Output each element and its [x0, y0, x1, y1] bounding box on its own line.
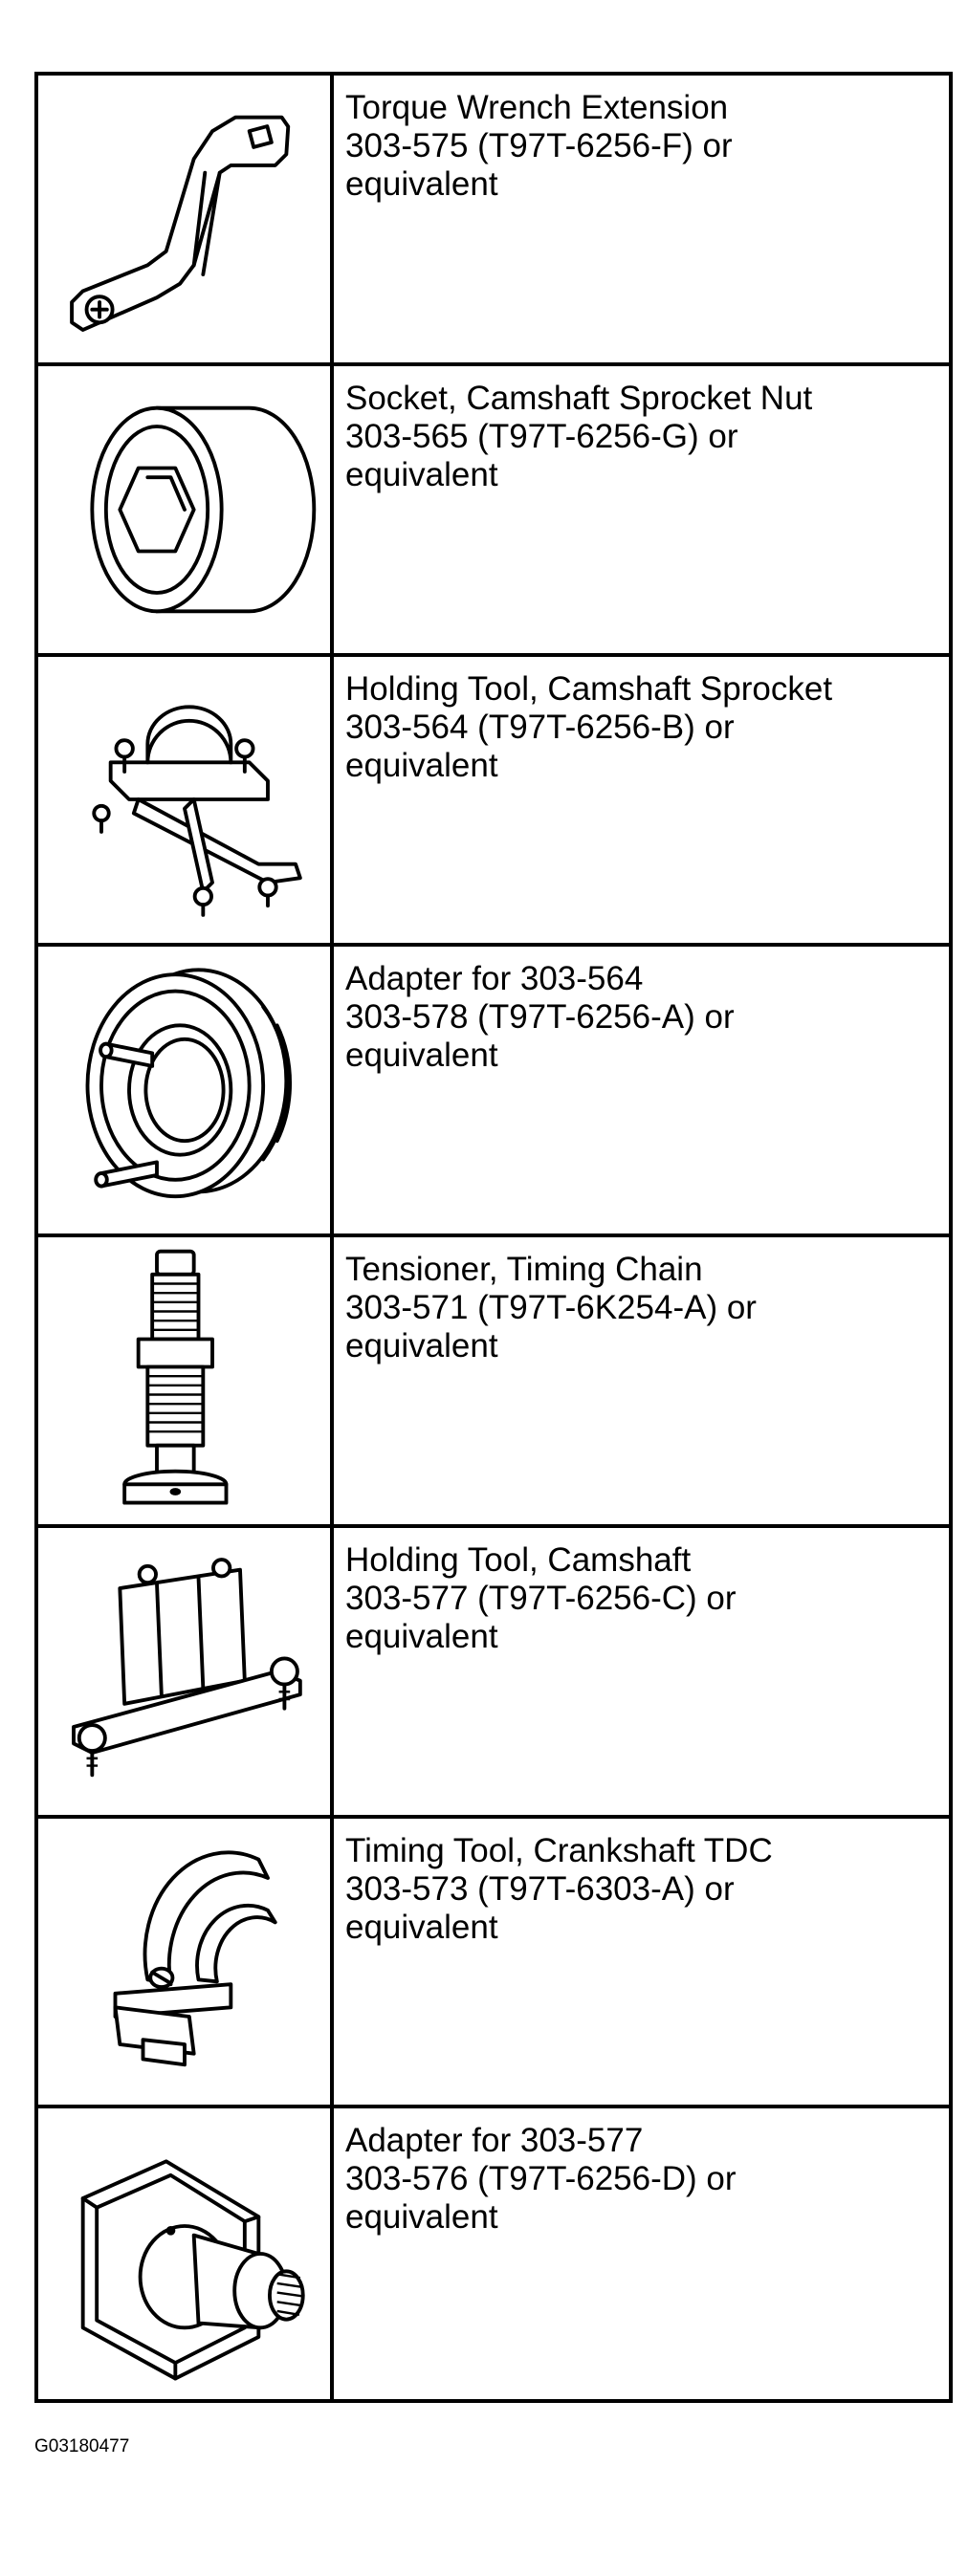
tool-equivalent: equivalent — [345, 746, 498, 784]
adapter-303-577-icon — [46, 2115, 323, 2392]
tool-illustration-cell — [38, 1528, 334, 1819]
camshaft-holding-tool-icon — [46, 1533, 323, 1810]
sprocket-holding-tool-icon — [46, 661, 323, 938]
tool-name: Holding Tool, Camshaft — [345, 1540, 692, 1579]
tool-description — [334, 1819, 949, 2109]
tool-name: Adapter for 303-564 — [345, 960, 644, 998]
tool-part-number: 303-573 (T97T-6303-A) or — [345, 1869, 735, 1908]
tool-illustration-cell — [38, 2108, 334, 2399]
tool-illustration-cell — [38, 1237, 334, 1528]
tool-illustration-cell — [38, 657, 334, 948]
tool-part-number: 303-576 (T97T-6256-D) or — [345, 2160, 737, 2198]
tool-equivalent: equivalent — [345, 1908, 498, 1946]
tool-description — [334, 657, 949, 948]
tool-description — [334, 1528, 949, 1819]
tool-description — [334, 366, 949, 657]
chain-tensioner-icon — [46, 1242, 323, 1519]
tool-illustration-cell — [38, 76, 334, 366]
tool-description — [334, 1237, 949, 1528]
tool-name: Torque Wrench Extension — [345, 89, 729, 126]
tool-name: Timing Tool, Crankshaft TDC — [345, 1831, 773, 1869]
tool-illustration-cell — [38, 947, 334, 1237]
tool-description — [334, 947, 949, 1237]
tool-part-number: 303-578 (T97T-6256-A) or — [345, 998, 735, 1037]
crankshaft-timing-tool-icon — [46, 1823, 323, 2100]
tool-part-number: 303-571 (T97T-6K254-A) or — [345, 1289, 757, 1326]
tool-illustration-cell — [38, 1819, 334, 2109]
tool-illustration-cell — [38, 366, 334, 657]
tool-description — [334, 2108, 949, 2399]
tool-part-number: 303-564 (T97T-6256-B) or — [345, 708, 735, 746]
tool-name: Adapter for 303-577 — [345, 2122, 644, 2160]
tool-description — [334, 76, 949, 366]
tool-equivalent: equivalent — [345, 1037, 498, 1075]
adapter-303-564-icon — [46, 951, 323, 1229]
tool-name: Socket, Camshaft Sprocket Nut — [345, 379, 813, 417]
tool-part-number: 303-575 (T97T-6256-F) or — [345, 127, 733, 164]
tool-name: Tensioner, Timing Chain — [345, 1251, 703, 1288]
tool-equivalent: equivalent — [345, 1327, 498, 1364]
figure-caption: G03180477 — [34, 2436, 130, 2456]
special-tools-table — [34, 72, 953, 2403]
tool-name: Holding Tool, Camshaft Sprocket — [345, 669, 833, 708]
tool-equivalent: equivalent — [345, 165, 498, 203]
torque-wrench-extension-icon — [46, 80, 323, 358]
tool-part-number: 303-577 (T97T-6256-C) or — [345, 1579, 737, 1617]
tool-equivalent: equivalent — [345, 2198, 498, 2237]
tool-equivalent: equivalent — [345, 455, 498, 493]
socket-icon — [46, 371, 323, 648]
tool-equivalent: equivalent — [345, 1617, 498, 1655]
tool-part-number: 303-565 (T97T-6256-G) or — [345, 417, 738, 455]
